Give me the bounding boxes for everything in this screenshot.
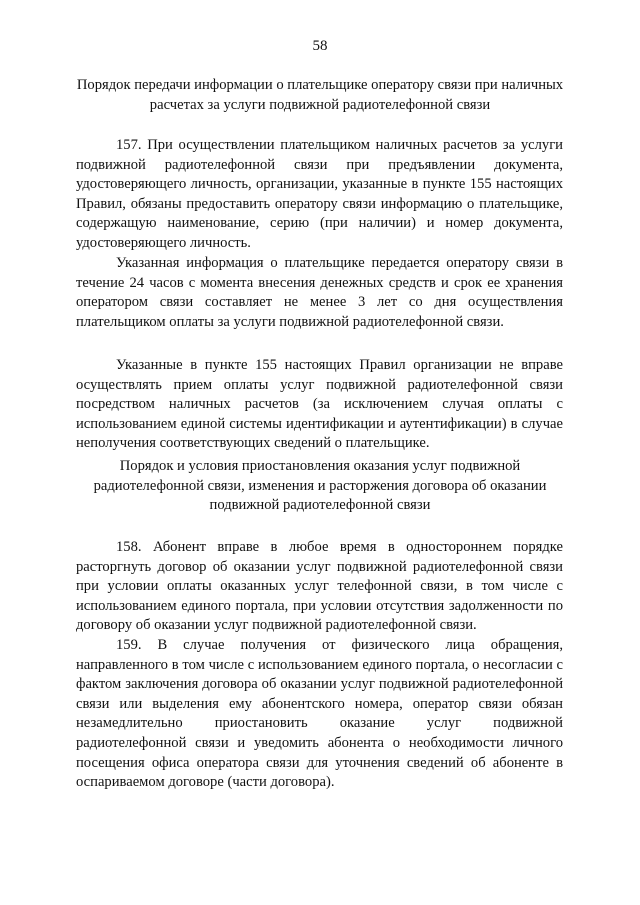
- paragraph-157: 157. При осуществлении плательщиком наличных расчетов за услуги подвижной радиотелефонной связи при предъявлении документа, удостоверяющего личность, организации, указанные в пункте 155 настоящих Правил, обязаны предоставить оператору связи информацию о плательщике, содержащую наименование, серию (при наличии) и номер документа, удостоверяющего личность.: [76, 137, 563, 251]
- paragraph-158: 158. Абонент вправе в любое время в одностороннем порядке расторгнуть договор об оказании услуг подвижной радиотелефонной связи при условии оплаты оказанных услуг телефонной связи, в том числе с использованием единого портала, при условии отсутствия задолженности по договору об оказании услуг подвижной радиотелефонной связи.: [76, 539, 563, 634]
- section-heading-payer-info: Порядок передачи информации о плательщике оператору связи при наличных расчетах за услуги подвижной радиотелефонной связи: [76, 77, 564, 113]
- paragraph-157-restriction: Указанные в пункте 155 настоящих Правил организации не вправе осуществлять прием оплаты услуг подвижной радиотелефонной связи посредством наличных расчетов (за исключением случая оплаты с использованием единой системы идентификации и аутентификации) в случае неполучения соответствующих сведений о плательщике.: [76, 357, 563, 452]
- section-heading-suspension: Порядок и условия приостановления оказания услуг подвижной радиотелефонной связи, изменения и расторжения договора об оказании подвижной радиотелефонной связи: [93, 458, 547, 514]
- page-number: 58: [312, 38, 328, 54]
- paragraph-159: 159. В случае получения от физического лица обращения, направленного в том числе с использованием единого портала, о несогласии с фактом заключения договора об оказании услуг подвижной радиотелефонной связи или выделения ему абонентского номера, оператор связи обязан незамедлительно приостановить оказание услуг подвижной радиотелефонной связи и уведомить абонента о необходимости личного посещения офиса оператора связи для уточнения сведений об абоненте в оспариваемом договоре (части договора).: [76, 637, 563, 791]
- paragraph-157-info-transfer: Указанная информация о плательщике передается оператору связи в течение 24 часов с момента внесения денежных средств и срок ее хранения оператором связи составляет не менее 3 лет со дня осуществления плательщиком оплаты за услуги подвижной радиотелефонной связи.: [76, 255, 563, 330]
